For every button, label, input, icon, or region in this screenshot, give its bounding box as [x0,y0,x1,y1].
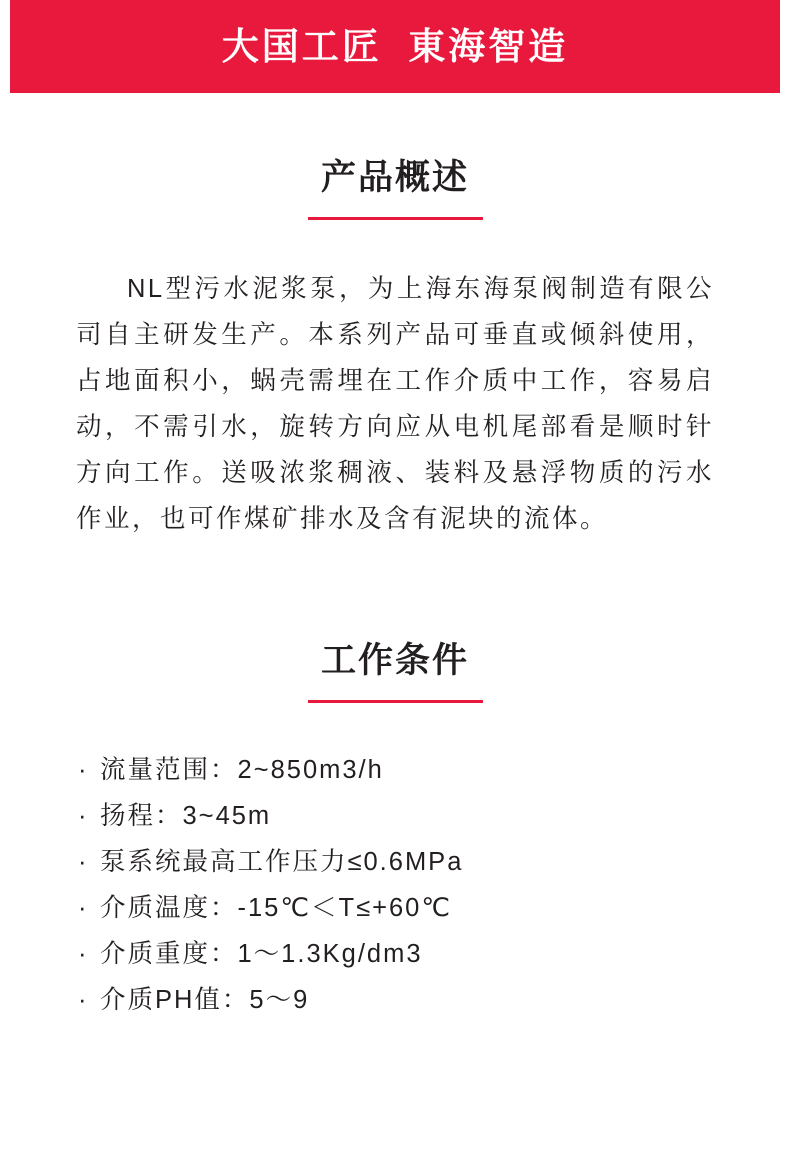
list-item-label: 流量范围：2~850m3/h [100,756,384,784]
working-conditions-section [0,640,790,1023]
overview-paragraph: NL型污水泥浆泵，为上海东海泵阀制造有限公司自主研发生产。本系列产品可垂直或倾斜使用，占地面积小，蜗壳需埋在工作介质中工作，容易启动，不需引水，旋转方向应从电机尾部看是顺时针方向工作。送吸浓浆稠液、装料及悬浮物质的污水作业，也可作煤矿排水及含有泥块的流体。 [76,275,714,533]
bullet-icon: · [78,802,89,830]
conditions-heading-text: 工作条件 [320,641,469,680]
overview-heading-rule [308,217,483,220]
list-item [74,977,790,1023]
top-banner [0,0,790,93]
bullet-icon: · [78,986,89,1014]
conditions-list [0,747,790,1023]
conditions-heading-rule [308,700,483,703]
list-item-label: 介质重度：1～1.3Kg/dm3 [100,940,423,968]
list-item [74,793,790,839]
list-item [74,747,790,793]
list-item-label: 泵系统最高工作压力≤0.6MPa [100,848,464,876]
banner-right-margin [780,0,790,93]
list-item-label: 介质PH值：5～9 [100,986,310,1014]
list-item [74,931,790,977]
bullet-icon: · [78,940,89,968]
list-item-label: 介质温度：-15℃＜T≤+60℃ [100,894,452,922]
list-item [74,839,790,885]
list-item-label: 扬程：3~45m [100,802,272,830]
overview-heading [0,157,790,220]
overview-heading-text: 产品概述 [320,158,469,197]
conditions-heading [0,640,790,703]
bullet-icon: · [78,894,89,922]
product-overview-section [0,157,790,542]
bullet-icon: · [78,756,89,784]
list-item [74,885,790,931]
banner-title: 大国工匠 東海智造 [221,26,569,67]
bullet-icon: · [78,848,89,876]
banner-left-margin [0,0,10,93]
